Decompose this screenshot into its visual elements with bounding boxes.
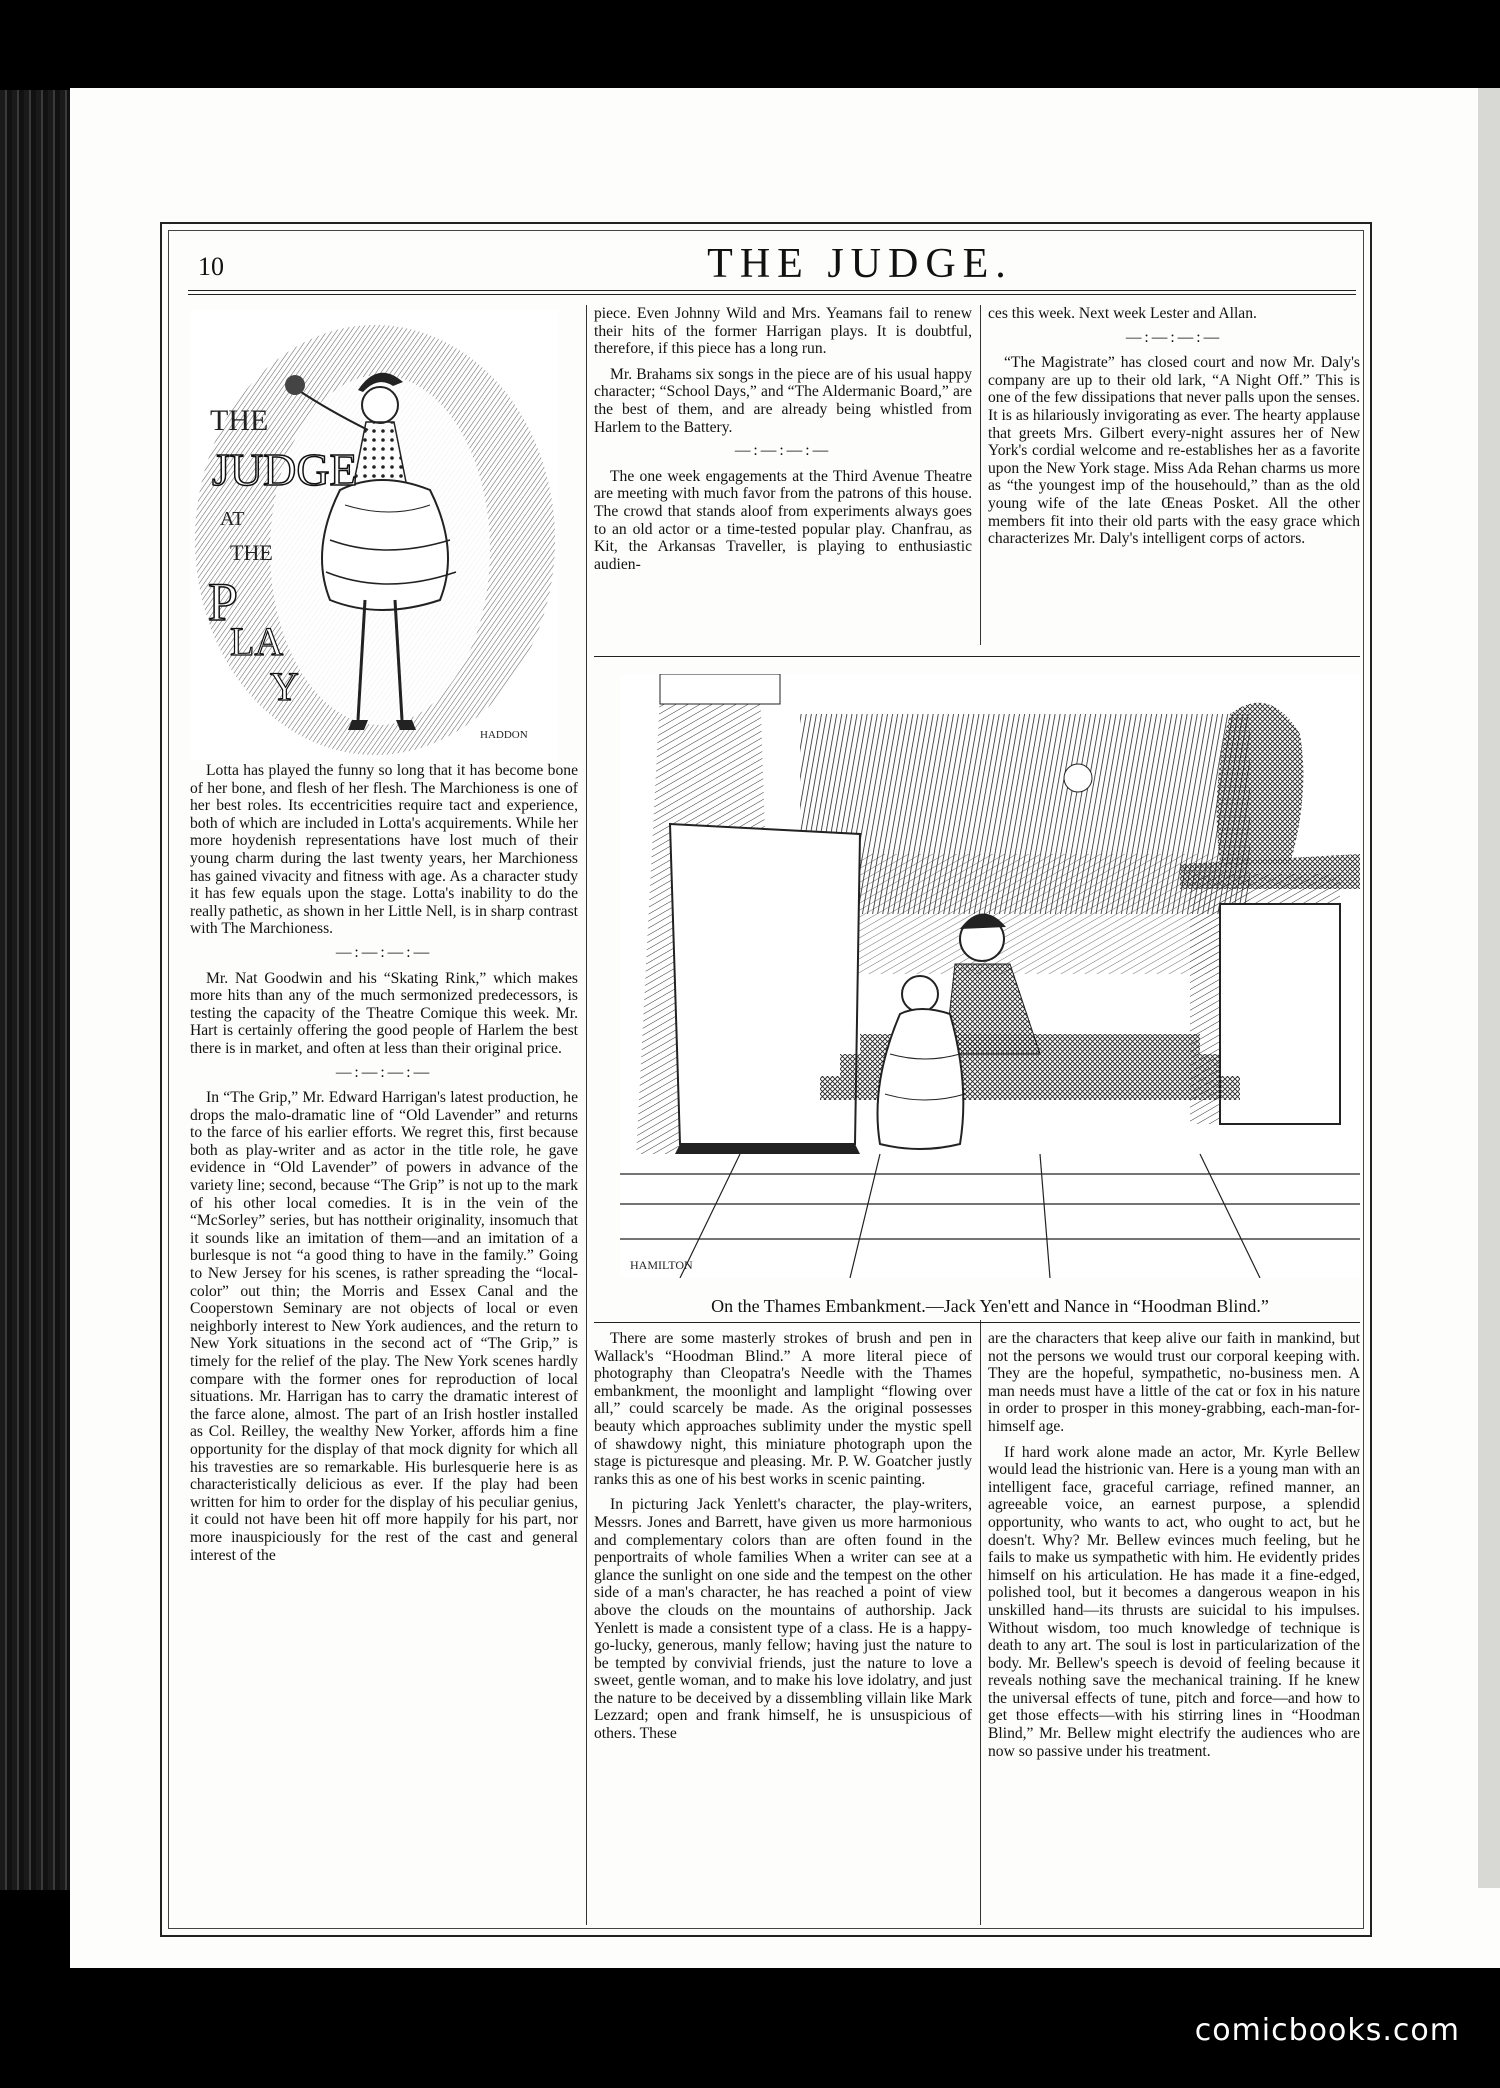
- thames-embankment-illustration: [620, 674, 1360, 1278]
- svg-text:JUDGE: JUDGE: [212, 444, 358, 495]
- article-the-grip-cont: piece. Even Johnny Wild and Mrs. Yeamans fail to renew their hits of the former Harrigan plays. It is doubtful, therefore, if this piece has a long run.: [594, 305, 972, 358]
- illustration-caption: On the Thames Embankment.—Jack Yen'ett and Nance in “Hoodman Blind.”: [711, 1296, 1269, 1316]
- masthead-rule: [188, 290, 1356, 291]
- svg-text:LA: LA: [230, 619, 284, 664]
- article-brahams: Mr. Brahams six songs in the piece are of his usual happy character; “School Days,” and “The Aldermanic Board,” are the best of them, and are already being whistled from Harlem to the Battery.: [594, 365, 972, 436]
- illustration-top-rule: [594, 656, 1360, 657]
- column-1: [190, 762, 578, 1564]
- site-watermark: comicbooks.com: [1194, 2013, 1460, 2048]
- column-divider: [980, 305, 981, 645]
- section-separator: —:—:—:—: [734, 442, 832, 460]
- article-third-avenue: The one week engagements at the Third Avenue Theatre are meeting with much favor from the patrons of this house. The crowd that stands aloof from experiments always goes to an old actor or a time-tested popular play. Chanfrau, as Kit, the Arkansas Traveller, is playing to enthusiastic audien-: [594, 467, 972, 573]
- column-2-bottom: [594, 1330, 972, 1743]
- page-number: 10: [198, 252, 224, 281]
- svg-text:THE: THE: [210, 404, 269, 437]
- column-divider: [980, 1320, 981, 1925]
- article-goodwin: Mr. Nat Goodwin and his “Skating Rink,” which makes more hits than any of the much sermonized predecessors, is testing the capacity of the Theatre Comique this week. Mr. Hart is certainly offering the good people of Harlem the best there is in market, and often at less than their original price.: [190, 969, 578, 1057]
- svg-text:Y: Y: [270, 664, 299, 709]
- svg-text:THE: THE: [230, 540, 273, 565]
- svg-text:AT: AT: [220, 508, 245, 530]
- column-3-bottom: [988, 1330, 1360, 1760]
- article-kyrle-bellew: If hard work alone made an actor, Mr. Kyrle Bellew would lead the histrionic van. Here is a young man with an intelligent face, graceful carriage, refined manner, an agreeable voice, an earnest purpose, a splendid opportunity, who wants to act, who ought to act, but he doesn't. Why? Mr. Bellew evinces much feeling, but he fails to make us sympathetic with him. He evidently prides himself on his articulation. He has made it a fine-edged, polished tool, but it becomes a dangerous weapon in his unskilled hand—its thrusts are suicidal to his impulses. Without wisdom, too much knowledge of technique is death to any art. The soul is lost in particularization of the body. Mr. Bellew's speech is devoid of feeling because it reveals nothing save the mechanical training. If he knew the universal effects of tune, pitch and force—and how to get those effects—with his stirring lines in “Hoodman Blind,” Mr. Bellew might electrify the audiences who are now so passive under his treatment.: [988, 1443, 1360, 1760]
- svg-text:HADDON: HADDON: [480, 729, 528, 741]
- masthead-rule-double: [188, 294, 1356, 295]
- article-the-grip: In “The Grip,” Mr. Edward Harrigan's latest production, he drops the malo-dramatic line of “Old Lavender” and returns to the farce of his earlier efforts. We regret this, first because both as play-writer and as actor in the title role, he gave evidence in “Old Lavender” of powers in advance of the variety line; second, because “The Grip” is not up to the mark of his other local comedies. It is in the vein of the “McSorley” series, but has nottheir originality, insomuch that it sounds like an imitation of them—and an imitation of a burlesque is not “a good thing to have in the family.” Going to New Jersey for his scenes, is rather spreading the “local-color” out thin; the Morris and Essex Canal and the Cooperstown Seminary are not objects of local or even neighborly interest to New York audiences, and the return to New York situations in the second act of “The Grip,” is timely for the relief of the play. The New York scenes hardly compare with the former ones for reproduction of local situations. Mr. Harrigan has to carry the dramatic interest of the farce alone, almost. The part of an Irish hostler installed as Col. Reilley, the wealthy New Yorker, affords him a fine opportunity for the display of that mock dignity for which all his travesties are so remarkable. His burlesquerie here is as characteristically delicious as ever. If the play had been written for him to order for the display of his peculiar genius, it could not have been hit off more happily for his part, nor more inauspiciously for the rest of the cast and general interest of the: [190, 1089, 578, 1564]
- embankment-drawing: [620, 674, 1360, 1278]
- article-hoodman-blind: There are some masterly strokes of brush and pen in Wallack's “Hoodman Blind.” A more literal piece of photography than Cleopatra's Needle with the Thames embankment, the moonlight and lamplight “flowing over all,” could scarcely be made. As the original possesses beauty which approaches sublimity under the mystic spell of shawdowy night, this miniature photograph upon the stage is picturesque and pleasing. Mr. P. W. Goatcher justly ranks this as one of his best works in scenic painting.: [594, 1330, 972, 1488]
- section-separator: —:—:—:—: [335, 943, 433, 961]
- column-2-top: [594, 305, 972, 573]
- column-3-top: [988, 305, 1360, 548]
- section-separator: —:—:—:—: [1125, 328, 1223, 346]
- page-title: THE JUDGE.: [707, 241, 1013, 287]
- article-jack-yenlett: In picturing Jack Yenlett's character, the play-writers, Messrs. Jones and Barrett, have given us more harmonious and complementary colors than are often found in the penportraits of whole families When a writer can see at a glance the sunlight on one side and the tempest on the other side of a man's character, he has reached a point of view above the clouds on the mountains of authorship. Jack Yenlett is made a consistent type of a class. He is a happy-go-lucky, generous, manly fellow; having just the nature to be tempted by convivial friends, just the nature to love a sweet, gentle woman, and to make his love idolatry, and just the nature to be deceived by a dissembling villain like Mark Lezzard; open and frank himself, he is unsuspicious of others. These: [594, 1496, 972, 1743]
- adjacent-page-edge: [1478, 88, 1500, 1888]
- svg-text:HAMILTON: HAMILTON: [630, 1258, 693, 1272]
- column-divider: [586, 305, 587, 1925]
- section-separator: —:—:—:—: [335, 1063, 433, 1081]
- svg-text:P: P: [208, 572, 239, 632]
- article-jack-yenlett-cont: are the characters that keep alive our faith in mankind, but not the persons we would trust our corporal keeping with. They are the hopeful, sympathetic, no-business men. A man needs must have a little of the cat or fox in his nature in order to prosper in this money-grabbing, each-man-for-himself age.: [988, 1330, 1360, 1435]
- book-binding: [0, 90, 70, 1890]
- article-third-avenue-cont: ces this week. Next week Lester and Allan.: [988, 305, 1257, 322]
- article-lotta: Lotta has played the funny so long that it has become bone of her bone, and flesh of her flesh. The Marchioness is one of her best roles. Its eccentricities require tact and experience, both of which are included in Lotta's acquirements. While her more hoydenish representations have lost much of their young charm during the last twenty years, her Marchioness has gained vivacity and fitness with age. As a character study it has few equals upon the stage. Lotta's inability to do the really pathetic, as shown in her Little Nell, is in sharp contrast with The Marchioness.: [190, 762, 578, 938]
- dancer-drawing: [190, 310, 558, 760]
- judge-at-the-play-illustration: [190, 310, 558, 760]
- caption-rule: [594, 1322, 1360, 1323]
- article-magistrate: “The Magistrate” has closed court and now Mr. Daly's company are up to their old lark, “A Night Off.” This is one of the few dissipations that never palls upon the senses. It is as hilariously invigorating as ever. The hearty applause that greets Mrs. Gilbert every-night assures her of New York's cordial welcome and re-establishes her as a favorite upon the New York stage. Miss Ada Rehan charms us more as “the youngest imp of the househould,” than as the old young wife of the late Œneas Posket. All the other members fit into their old parts with the easy grace which characterizes Mr. Daly's intelligent corps of actors.: [988, 354, 1361, 548]
